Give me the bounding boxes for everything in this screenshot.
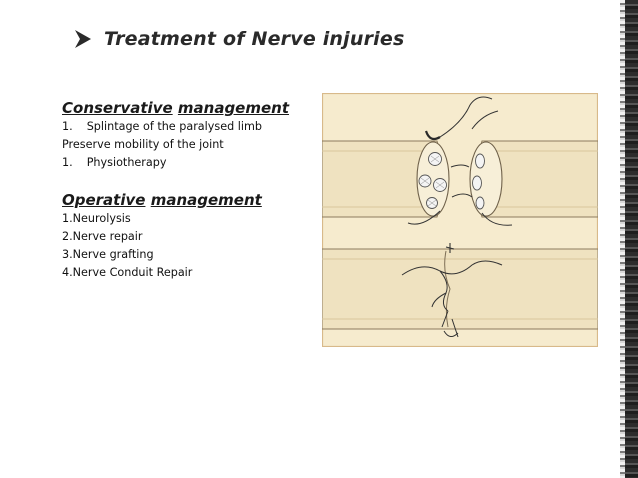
conservative-heading-word2: management — [177, 99, 290, 117]
list-item: 3.Nerve grafting — [62, 248, 154, 261]
slide-title: Treatment of Nerve injuries — [104, 28, 405, 50]
list-item-number: 1. — [62, 120, 73, 133]
lower-nerve — [322, 243, 598, 337]
list-item: 2.Nerve repair — [62, 230, 143, 243]
operative-heading-word2: management — [150, 191, 262, 209]
slide-right-border — [620, 0, 638, 478]
title-row — [74, 26, 404, 52]
list-item-text: Physiotherapy — [86, 156, 167, 169]
list-item-text: Preserve mobility of the joint — [62, 138, 224, 151]
operative-heading — [62, 190, 312, 210]
repaired-nerve — [322, 249, 598, 329]
operative-heading-word1: Operative — [62, 191, 146, 209]
list-item — [62, 118, 312, 136]
conservative-heading-word1: Conservative — [62, 99, 173, 117]
list-item-text: Splintage of the paralysed limb — [86, 120, 262, 133]
list-item: 4.Nerve Conduit Repair — [62, 266, 193, 279]
list-item — [62, 136, 312, 154]
list-item — [62, 154, 312, 172]
nerve-repair-illustration — [322, 93, 598, 347]
text-column — [62, 98, 312, 282]
list-item: 1.Neurolysis — [62, 212, 131, 225]
conservative-heading — [62, 98, 312, 118]
list-item-number: 1. — [62, 156, 73, 169]
bullet-arrow-icon — [74, 29, 92, 49]
